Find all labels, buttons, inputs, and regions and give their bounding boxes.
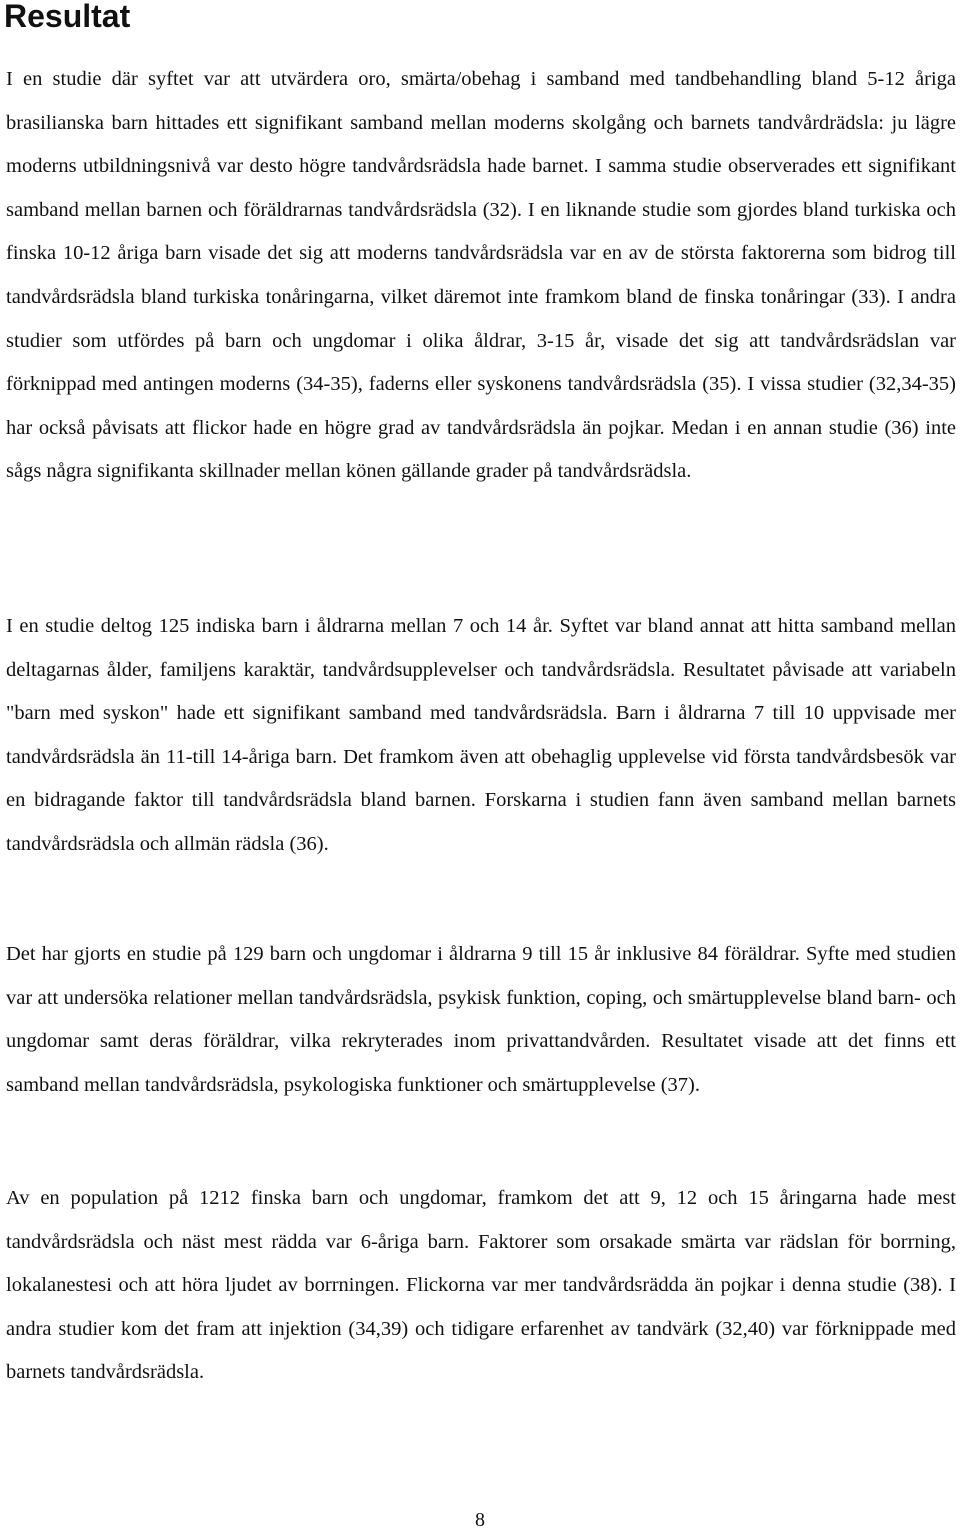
body-paragraph-4: Av en population på 1212 finska barn och ungdomar, framkom det att 9, 12 och 15 åringarna hade mest tandvårdsrädsla och näst mest rädda var 6-åriga barn. Faktorer som orsakade smärta var rädslan för borrning, lokalanestesi och att höra ljudet av borrningen. Flickorna var mer tandvårdsrädda än pojkar i denna studie (38). I andra studier kom det fram att injektion (34,39) och tidigare erfarenhet av tandvärk (32,40) var förknippade med barnets tandvårdsrädsla. xyxy=(6,1187,956,1384)
section-heading: Resultat xyxy=(4,0,131,34)
body-paragraph-3: Det har gjorts en studie på 129 barn och ungdomar i åldrarna 9 till 15 år inklusive 84 föräldrar. Syfte med studien var att undersöka relationer mellan tandvårdsrädsla, psykisk funktion, coping, och smärtupplevelse bland barn- och ungdomar samt deras föräldrar, vilka rekryterades inom privattandvården. Resultatet visade att det finns ett samband mellan tandvårdsrädsla, psykologiska funktioner och smärtupplevelse (37). xyxy=(6,943,956,1096)
body-paragraph-1: I en studie där syftet var att utvärdera oro, smärta/obehag i samband med tandbehandling bland 5-12 åriga brasilianska barn hittades ett signifikant samband mellan moderns skolgång och barnets tandvårdrädsla: ju lägre moderns utbildningsnivå var desto högre tandvårdsrädsla hade barnet. I samma studie observerades ett signifikant samband mellan barnen och föräldrarnas tandvårdsrädsla (32). I en liknande studie som gjordes bland turkiska och finska 10-12 åriga barn visade det sig att moderns tandvårdsrädsla var en av de största faktorerna som bidrog till tandvårdsrädsla bland turkiska tonåringarna, vilket däremot inte framkom bland de finska tonåringar (33). I andra studier som utfördes på barn och ungdomar i olika åldrar, 3-15 år, visade det sig att tandvårdsrädslan var förknippad med antingen moderns (34-35), faderns eller syskonens tandvårdsrädsla (35). I vissa studier (32,34-35) har också påvisats att flickor hade en högre grad av tandvårdsrädsla än pojkar. Medan i en annan studie (36) inte sågs några signifikanta skillnader mellan könen gällande grader på tandvårdsrädsla. xyxy=(6,68,956,483)
page-number: 8 xyxy=(475,1509,485,1531)
body-paragraph-2: I en studie deltog 125 indiska barn i åldrarna mellan 7 och 14 år. Syftet var bland annat att hitta samband mellan deltagarnas ålder, familjens karaktär, tandvårdsupplevelser och tandvårdsrädsla. Resultatet påvisade att variabeln "barn med syskon" hade ett signifikant samband med tandvårdsrädsla. Barn i åldrarna 7 till 10 uppvisade mer tandvårdsrädsla än 11-till 14-åriga barn. Det framkom även att obehaglig upplevelse vid första tandvårdsbesök var en bidragande faktor till tandvårdsrädsla bland barnen. Forskarna i studien fann även samband mellan barnets tandvårdsrädsla och allmän rädsla (36). xyxy=(6,615,956,855)
